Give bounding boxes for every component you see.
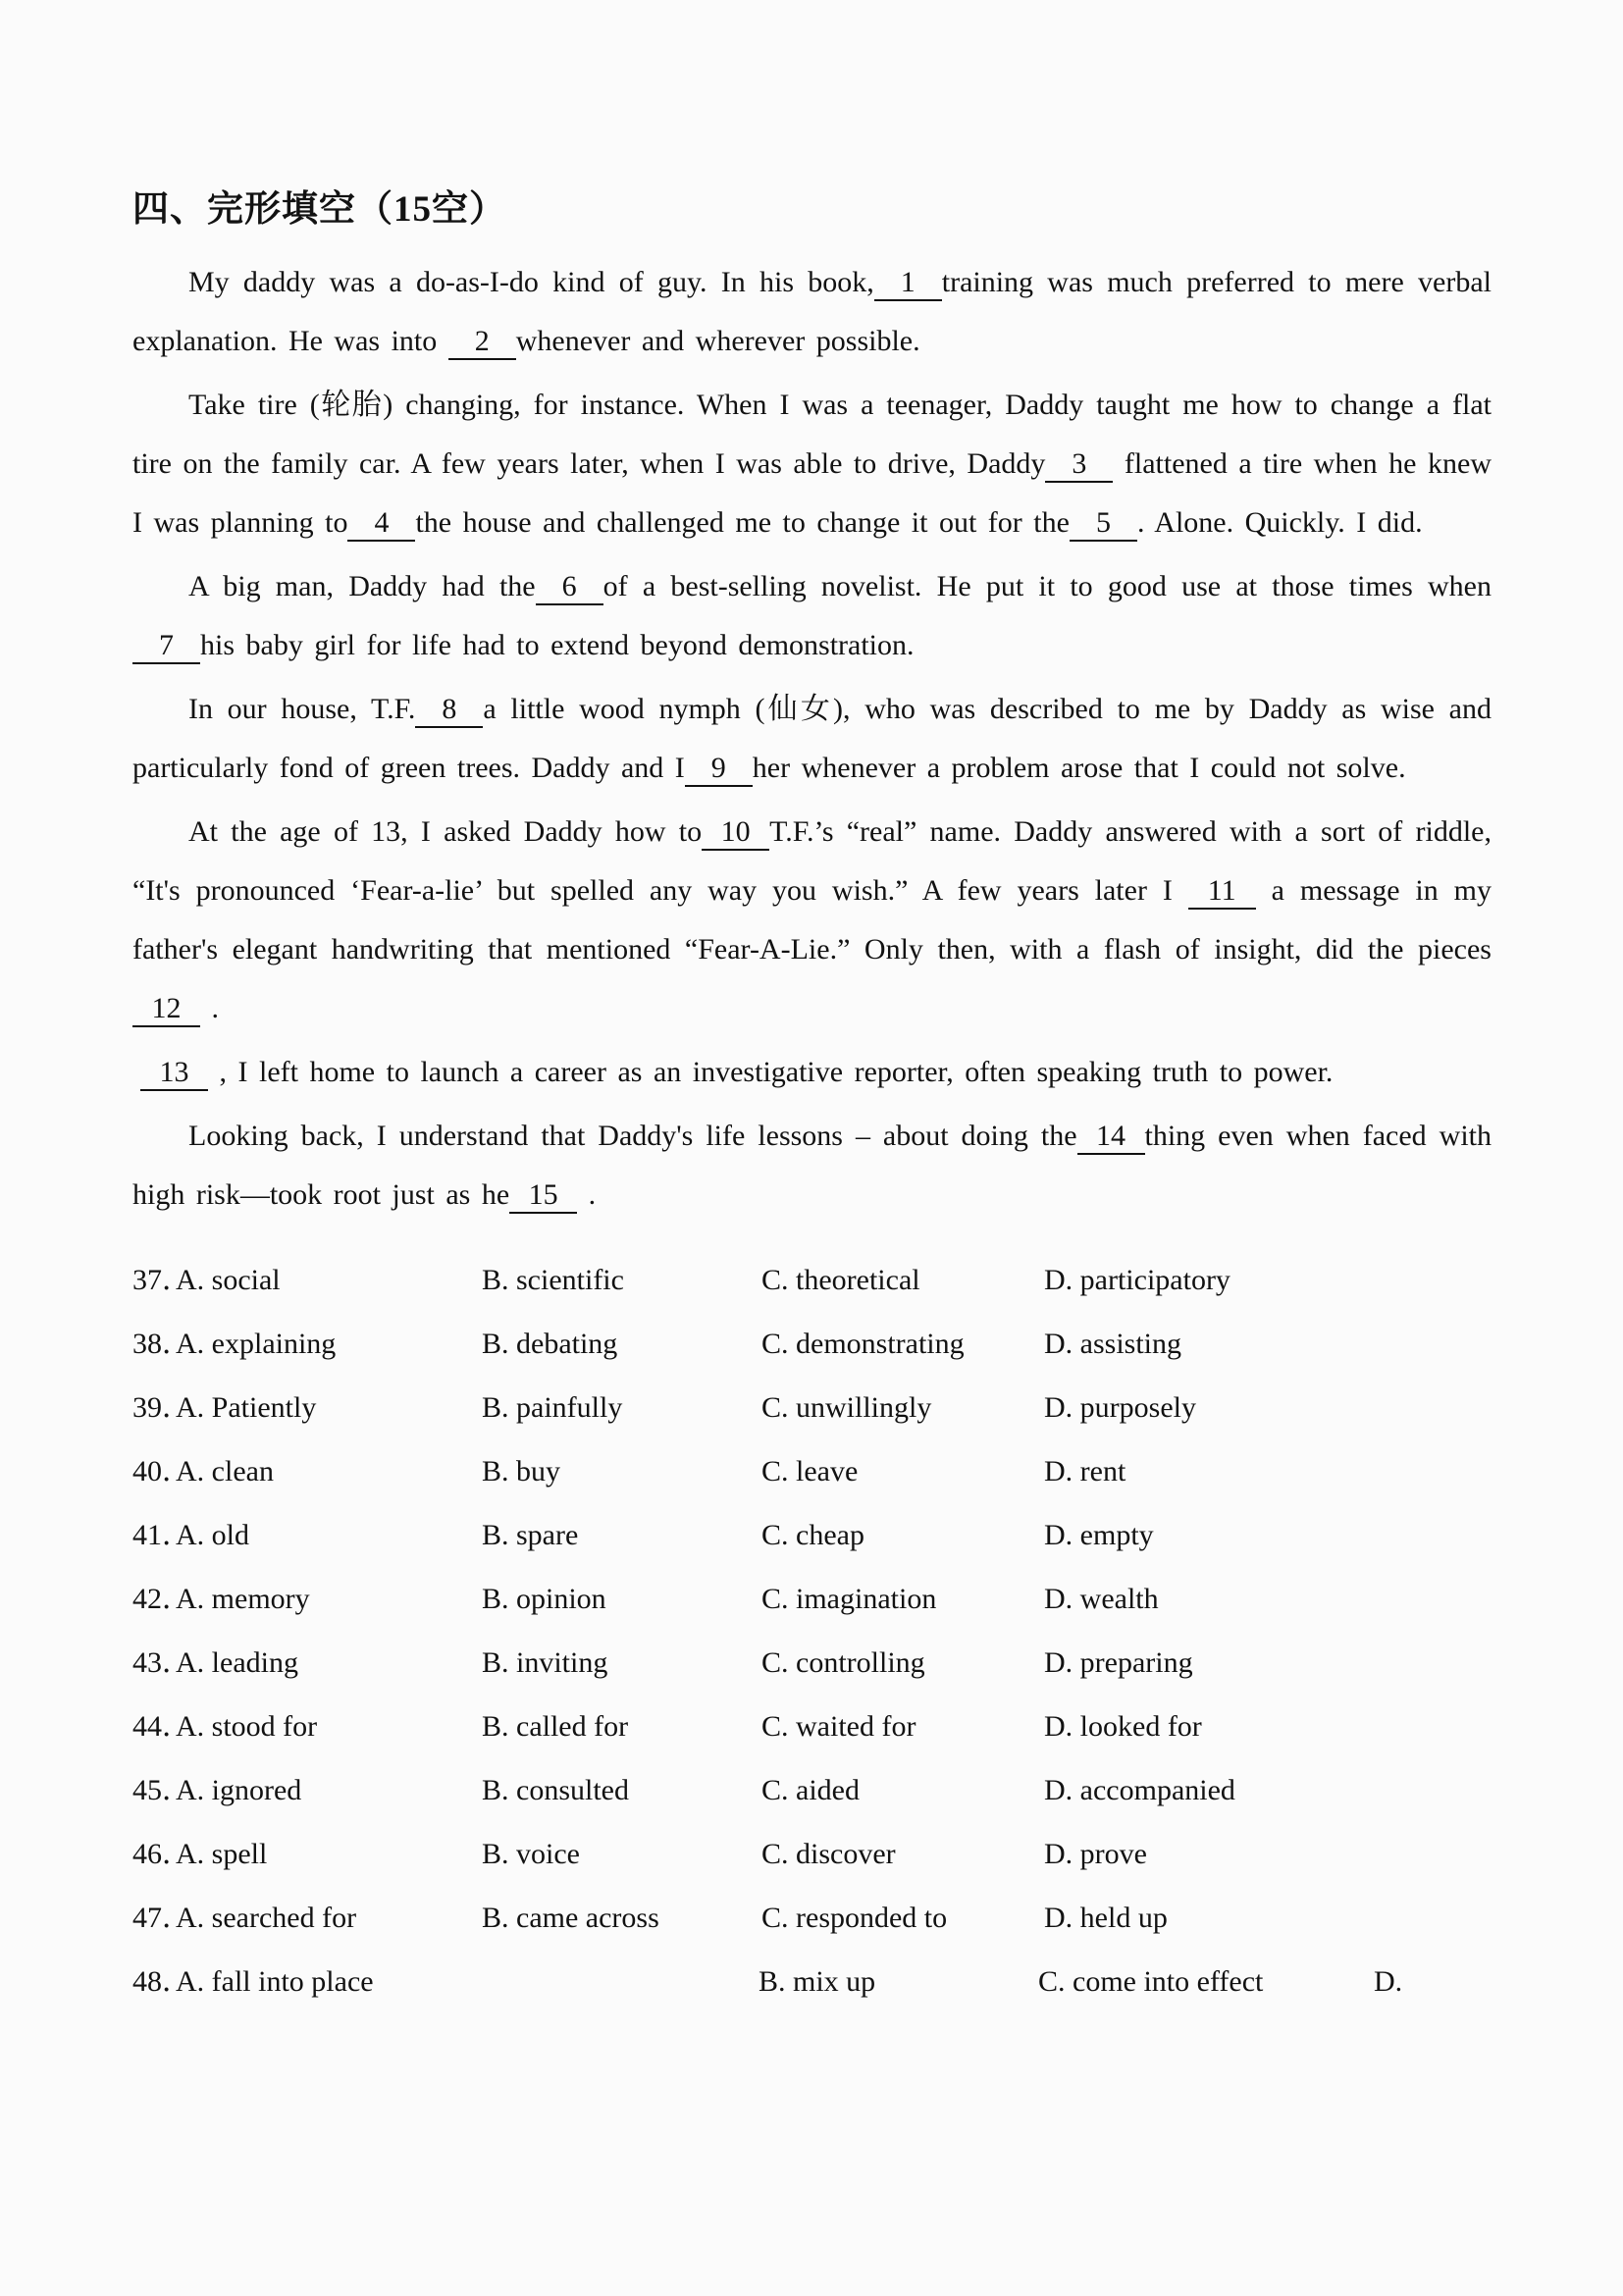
option-39-D: D. purposely xyxy=(1044,1391,1196,1424)
question-row xyxy=(132,1248,1492,1312)
option-37-C: C. theoretical xyxy=(761,1264,920,1296)
option-48-C: C. come into effect xyxy=(1038,1965,1264,1998)
question-number: 46． xyxy=(132,1838,191,1870)
option-39-B: B. painfully xyxy=(482,1391,623,1424)
passage-paragraph: A big man, Daddy had the 6 of a best-selling novelist. He put it to good use at those times when7 his baby girl for life had to extend beyond demonstration. xyxy=(132,557,1492,675)
question-row xyxy=(132,1950,1492,2013)
section-title: 四、完形填空（15空） xyxy=(132,189,506,230)
option-40-B: B. buy xyxy=(482,1455,561,1487)
cloze-blank-11: 11 xyxy=(1188,874,1256,910)
option-45-C: C. aided xyxy=(761,1774,860,1806)
option-39-A: A. Patiently xyxy=(176,1391,317,1424)
options-list xyxy=(132,1248,1492,2013)
option-38-A: A. explaining xyxy=(176,1328,337,1360)
passage-paragraph: My daddy was a do-as-I-do kind of guy. In his book, 1 training was much preferred to mere verbal explanation. He was into 2 whenever and wherever possible. xyxy=(132,253,1492,371)
question-row xyxy=(132,1312,1492,1376)
option-42-C: C. imagination xyxy=(761,1583,937,1615)
cloze-blank-7: 7 xyxy=(132,629,200,664)
question-row xyxy=(132,1376,1492,1439)
option-40-C: C. leave xyxy=(761,1455,859,1487)
cloze-blank-3: 3 xyxy=(1045,447,1113,483)
cloze-blank-15: 15 xyxy=(509,1178,577,1214)
option-48-B: B. mix up xyxy=(759,1965,876,1998)
option-46-B: B. voice xyxy=(482,1838,580,1870)
option-40-D: D. rent xyxy=(1044,1455,1126,1487)
option-38-C: C. demonstrating xyxy=(761,1328,965,1360)
passage-paragraph: Take tire (轮胎) changing, for instance. When I was a teenager, Daddy taught me how to change a flat tire on the family car. A few years later, when I was able to drive, Daddy 3 flattened a tire when he knew I was planning to 4 the house and challenged me to change it out for the 5 . Alone. Quickly. I did. xyxy=(132,376,1492,552)
option-38-B: B. debating xyxy=(482,1328,618,1360)
option-38-D: D. assisting xyxy=(1044,1328,1182,1360)
passage-paragraph: 13 , I left home to launch a career as an investigative reporter, often speaking truth to power. xyxy=(132,1043,1492,1102)
option-37-D: D. participatory xyxy=(1044,1264,1230,1296)
cloze-passage xyxy=(132,253,1492,1225)
option-43-A: A. leading xyxy=(176,1646,298,1679)
question-row xyxy=(132,1503,1492,1567)
option-39-C: C. unwillingly xyxy=(761,1391,932,1424)
option-46-A: A. spell xyxy=(176,1838,268,1870)
option-45-B: B. consulted xyxy=(482,1774,629,1806)
cloze-blank-14: 14 xyxy=(1077,1120,1145,1155)
question-number: 40． xyxy=(132,1455,191,1487)
cloze-blank-4: 4 xyxy=(347,506,415,542)
option-37-B: B. scientific xyxy=(482,1264,624,1296)
option-47-D: D. held up xyxy=(1044,1902,1168,1934)
option-42-D: D. wealth xyxy=(1044,1583,1159,1615)
cloze-blank-9: 9 xyxy=(685,752,753,787)
question-number: 45． xyxy=(132,1774,191,1806)
option-47-C: C. responded to xyxy=(761,1902,948,1934)
option-44-C: C. waited for xyxy=(761,1710,916,1743)
question-number: 39． xyxy=(132,1391,191,1424)
option-43-C: C. controlling xyxy=(761,1646,925,1679)
option-41-D: D. empty xyxy=(1044,1519,1154,1551)
question-number: 48． xyxy=(132,1965,191,1998)
cloze-blank-2: 2 xyxy=(448,325,516,360)
option-44-B: B. called for xyxy=(482,1710,629,1743)
cloze-blank-12: 12 xyxy=(132,992,200,1027)
cloze-blank-1: 1 xyxy=(874,266,942,301)
question-row xyxy=(132,1886,1492,1950)
cloze-blank-5: 5 xyxy=(1070,506,1137,542)
option-46-C: C. discover xyxy=(761,1838,896,1870)
option-40-A: A. clean xyxy=(176,1455,274,1487)
question-row xyxy=(132,1631,1492,1695)
option-44-D: D. looked for xyxy=(1044,1710,1202,1743)
question-number: 41． xyxy=(132,1519,191,1551)
option-45-A: A. ignored xyxy=(176,1774,302,1806)
cloze-blank-13: 13 xyxy=(140,1056,208,1091)
question-row xyxy=(132,1822,1492,1886)
cloze-blank-8: 8 xyxy=(415,693,483,728)
question-row xyxy=(132,1695,1492,1758)
passage-paragraph: In our house, T.F. 8 a little wood nymph (仙女), who was described to me by Daddy as wise and particularly fond of green trees. Daddy and I 9 her whenever a problem arose that I could not solve. xyxy=(132,680,1492,798)
question-number: 37． xyxy=(132,1264,191,1296)
question-row xyxy=(132,1758,1492,1822)
option-37-A: A. social xyxy=(176,1264,281,1296)
passage-paragraph: Looking back, I understand that Daddy's life lessons – about doing the 14 thing even when faced with high risk—took root just as he 15 . xyxy=(132,1107,1492,1225)
option-43-D: D. preparing xyxy=(1044,1646,1193,1679)
option-42-B: B. opinion xyxy=(482,1583,606,1615)
option-41-C: C. cheap xyxy=(761,1519,864,1551)
option-47-B: B. came across xyxy=(482,1902,659,1934)
question-number: 42． xyxy=(132,1583,191,1615)
option-41-B: B. spare xyxy=(482,1519,579,1551)
option-45-D: D. accompanied xyxy=(1044,1774,1235,1806)
question-number: 47． xyxy=(132,1902,191,1934)
question-number: 38． xyxy=(132,1328,191,1360)
question-number: 44． xyxy=(132,1710,191,1743)
passage-paragraph: At the age of 13, I asked Daddy how to 10 T.F.’s “real” name. Daddy answered with a sort of riddle, “It's pronounced ‘Fear-a-lie’ but spelled any way you wish.” A few years later I 11 a message in my father's elegant handwriting that mentioned “Fear-A-Lie.” Only then, with a flash of insight, did the pieces12 . xyxy=(132,803,1492,1038)
question-row xyxy=(132,1567,1492,1631)
option-41-A: A. old xyxy=(176,1519,249,1551)
question-row xyxy=(132,1439,1492,1503)
option-47-A: A. searched for xyxy=(176,1902,357,1934)
option-46-D: D. prove xyxy=(1044,1838,1147,1870)
option-48-D: D. xyxy=(1374,1965,1403,1998)
question-number: 43． xyxy=(132,1646,191,1679)
cloze-blank-10: 10 xyxy=(702,815,769,851)
cloze-blank-6: 6 xyxy=(536,570,603,605)
option-48-A: A. fall into place xyxy=(176,1965,374,1998)
option-42-A: A. memory xyxy=(176,1583,310,1615)
option-43-B: B. inviting xyxy=(482,1646,608,1679)
option-44-A: A. stood for xyxy=(176,1710,318,1743)
